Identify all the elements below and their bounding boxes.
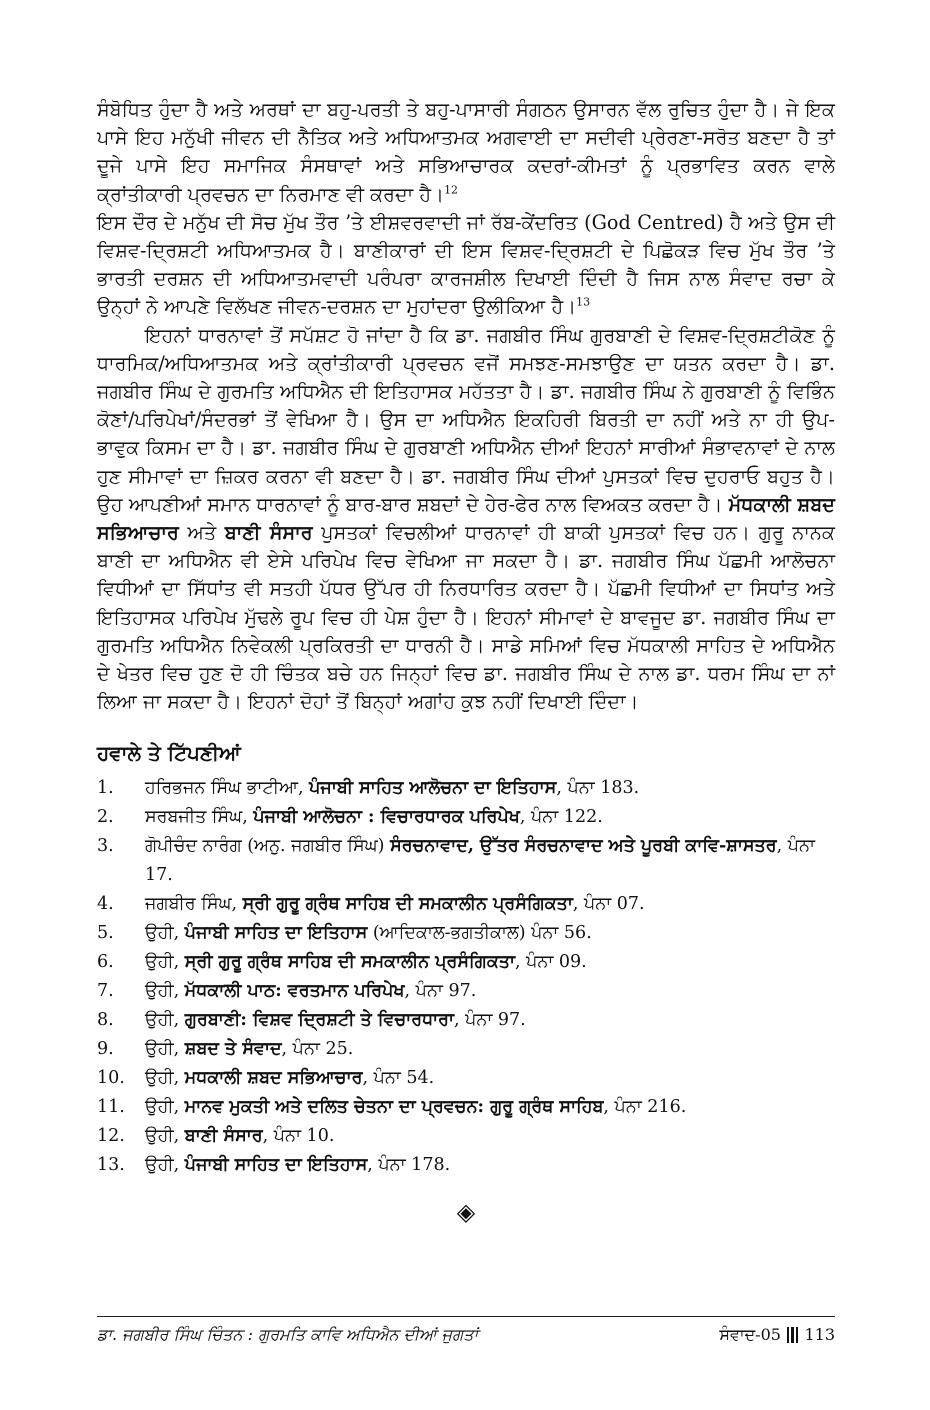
note-number: 4. xyxy=(97,894,114,915)
note-title: ਪੰਜਾਬੀ ਸਾਹਿਤ ਦਾ ਇਤਿਹਾਸ xyxy=(184,923,368,944)
note-text: ਗੋਪੀਚੰਦ ਨਾਰੰਗ (ਅਨੁ. ਜਗਬੀਰ ਸਿੰਘ) ਸੰਰਚਨਾਵਾਦ, ਉੱਤਰ ਸੰਰਚਨਾਵਾਦ ਅਤੇ ਪੂਰਬੀ ਕਾਵਿ-ਸ਼ਾਸਤਰ, ਪੰਨਾ 17. xyxy=(145,836,815,886)
notes-heading: ਹਵਾਲੇ ਤੇ ਟਿੱਪਣੀਆਂ xyxy=(97,741,241,766)
note-title: ਮਾਨਵ ਮੁਕਤੀ ਅਤੇ ਦਲਿਤ ਚੇਤਨਾ ਦਾ ਪ੍ਰਵਚਨ: ਗੁਰੂ ਗ੍ਰੰਥ ਸਾਹਿਬ xyxy=(184,1097,604,1118)
footer-right xyxy=(719,1322,835,1348)
page-number: 113 xyxy=(804,1325,835,1344)
book-title-madhkali: ਮੱਧਕਾਲੀ ਸ਼ਬਦ ਸਭਿਆਚਾਰ xyxy=(97,492,835,545)
note-title: ਸ੍ਰੀ ਗੁਰੂ ਗ੍ਰੰਥ ਸਾਹਿਬ ਦੀ ਸਮਕਾਲੀਨ ਪ੍ਰਸੰਗਿਕਤਾ xyxy=(184,952,515,973)
page-content xyxy=(97,96,835,1226)
note-item xyxy=(97,1035,835,1064)
note-title: ਮਧਕਾਲੀ ਸ਼ਬਦ ਸਭਿਆਚਾਰ xyxy=(184,1068,363,1089)
book-title-bani-sansar: ਬਾਣੀ ਸੰਸਾਰ xyxy=(224,521,313,545)
bars-icon xyxy=(787,1327,799,1343)
note-title: ਪੰਜਾਬੀ ਆਲੋਚਨਾ : ਵਿਚਾਰਧਾਰਕ ਪਰਿਪੇਖ xyxy=(253,807,520,828)
note-number: 6. xyxy=(97,952,114,973)
note-item xyxy=(97,977,835,1006)
note-item xyxy=(97,832,835,890)
issue-label: ਸੰਵਾਦ-05 xyxy=(719,1325,781,1344)
diamond-ornament-icon: ◈ xyxy=(456,1198,476,1227)
note-text: ਉਹੀ, ਬਾਣੀ ਸੰਸਾਰ, ਪੰਨਾ 10. xyxy=(145,1126,335,1147)
running-title: ਡਾ. ਜਗਬੀਰ ਸਿੰਘ ਚਿੰਤਨ : ਗੁਰਮਤਿ ਕਾਵਿ ਅਧਿਐਨ ਦੀਆਂ ਜੁਗਤਾਂ xyxy=(97,1325,478,1344)
note-text: ਉਹੀ, ਮੱਧਕਾਲੀ ਪਾਠ: ਵਰਤਮਾਨ ਪਰਿਪੇਖ, ਪੰਨਾ 97. xyxy=(145,981,477,1002)
note-text: ਉਹੀ, ਗੁਰਬਾਣੀ: ਵਿਸ਼ਵ ਦ੍ਰਿਸ਼ਟੀ ਤੇ ਵਿਚਾਰਧਾਰਾ, ਪੰਨਾ 97. xyxy=(145,1010,526,1031)
note-number: 3. xyxy=(97,836,114,857)
footer-rule xyxy=(97,1316,835,1317)
note-item xyxy=(97,1006,835,1035)
note-text: ਉਹੀ, ਪੰਜਾਬੀ ਸਾਹਿਤ ਦਾ ਇਤਿਹਾਸ (ਆਦਿਕਾਲ-ਭਗਤੀਕਾਲ) ਪੰਨਾ 56. xyxy=(145,923,592,944)
note-item xyxy=(97,948,835,977)
paragraph-1: ਸੰਬੋਧਿਤ ਹੁੰਦਾ ਹੈ ਅਤੇ ਅਰਥਾਂ ਦਾ ਬਹੁ-ਪਰਤੀ ਤੇ ਬਹੁ-ਪਾਸਾਰੀ ਸੰਗਠਨ ਉਸਾਰਨ ਵੱਲ ਰੁਚਿਤ ਹੁੰਦਾ ਹੈ। ਜੇ ਇਕ ਪਾਸੇ ਇਹ ਮਨੁੱਖੀ ਜੀਵਨ ਦੀ ਨੈਤਿਕ ਅਤੇ ਅਧਿਆਤਮਕ ਅਗਵਾਈ ਦਾ ਸਦੀਵੀ ਪ੍ਰੇਰਣਾ-ਸਰੋਤ ਬਣਦਾ ਹੈ ਤਾਂ ਦੂਜੇ ਪਾਸੇ ਇਹ ਸਮਾਜਿਕ ਸੰਸਥਾਵਾਂ ਅਤੇ ਸਭਿਆਚਾਰਕ ਕਦਰਾਂ-ਕੀਮਤਾਂ ਨੂੰ ਪ੍ਰਭਾਵਿਤ ਕਰਨ ਵਾਲੇ ਕ੍ਰਾਂਤੀਕਾਰੀ ਪ੍ਰਵਚਨ ਦਾ ਨਿਰਮਾਣ ਵੀ ਕਰਦਾ ਹੈ।$^{12}$ xyxy=(97,98,835,206)
note-title: ਸ੍ਰੀ ਗੁਰੂ ਗ੍ਰੰਥ ਸਾਹਿਬ ਦੀ ਸਮਕਾਲੀਨ ਪ੍ਰਸੰਗਿਕਤਾ xyxy=(242,894,573,915)
note-number: 9. xyxy=(97,1039,114,1060)
paragraph-2: ਇਸ ਦੌਰ ਦੇ ਮਨੁੱਖ ਦੀ ਸੋਚ ਮੁੱਖ ਤੌਰ ’ਤੇ ਈਸ਼ਵਰਵਾਦੀ ਜਾਂ ਰੱਬ-ਕੇਂਦਰਿਤ (God Centred) ਹੈ ਅਤੇ ਉਸ ਦੀ ਵਿਸ਼ਵ-ਦ੍ਰਿਸ਼ਟੀ ਅਧਿਆਤਮਕ ਹੈ। ਬਾਣੀਕਾਰਾਂ ਦੀ ਇਸ ਵਿਸ਼ਵ-ਦ੍ਰਿਸ਼ਟੀ ਦੇ ਪਿਛੋਕੜ ਵਿਚ ਮੁੱਖ ਤੌਰ ’ਤੇ ਭਾਰਤੀ ਦਰਸ਼ਨ ਦੀ ਅਧਿਆਤਮਵਾਦੀ ਪਰੰਪਰਾ ਕਾਰਜਸ਼ੀਲ ਦਿਖਾਈ ਦਿੰਦੀ ਹੈ ਜਿਸ ਨਾਲ ਸੰਵਾਦ ਰਚਾ ਕੇ ਉਨ੍ਹਾਂ ਨੇ ਆਪਣੇ ਵਿਲੱਖਣ ਜੀਵਨ-ਦਰਸ਼ਨ ਦਾ ਮੁਹਾਂਦਰਾ ਉਲੀਕਿਆ ਹੈ।$^{13}$ xyxy=(97,210,835,319)
footnote-ref-12: 12 xyxy=(444,183,459,197)
note-text: ਉਹੀ, ਮਾਨਵ ਮੁਕਤੀ ਅਤੇ ਦਲਿਤ ਚੇਤਨਾ ਦਾ ਪ੍ਰਵਚਨ: ਗੁਰੂ ਗ੍ਰੰਥ ਸਾਹਿਬ, ਪੰਨਾ 216. xyxy=(145,1097,687,1118)
note-item xyxy=(97,919,835,948)
note-number: 1. xyxy=(97,778,114,799)
note-text: ਸਰਬਜੀਤ ਸਿੰਘ, ਪੰਜਾਬੀ ਆਲੋਚਨਾ : ਵਿਚਾਰਧਾਰਕ ਪਰਿਪੇਖ, ਪੰਨਾ 122. xyxy=(145,807,603,828)
note-text: ਜਗਬੀਰ ਸਿੰਘ, ਸ੍ਰੀ ਗੁਰੂ ਗ੍ਰੰਥ ਸਾਹਿਬ ਦੀ ਸਮਕਾਲੀਨ ਪ੍ਰਸੰਗਿਕਤਾ, ਪੰਨਾ 07. xyxy=(145,894,645,915)
note-title: ਬਾਣੀ ਸੰਸਾਰ xyxy=(184,1126,263,1147)
note-title: ਮੱਧਕਾਲੀ ਪਾਠ: ਵਰਤਮਾਨ ਪਰਿਪੇਖ xyxy=(184,981,405,1002)
note-title: ਗੁਰਬਾਣੀ: ਵਿਸ਼ਵ ਦ੍ਰਿਸ਼ਟੀ ਤੇ ਵਿਚਾਰਧਾਰਾ xyxy=(184,1010,454,1031)
note-text: ਉਹੀ, ਸ਼ਬਦ ਤੇ ਸੰਵਾਦ, ਪੰਨਾ 25. xyxy=(145,1039,354,1060)
note-number: 5. xyxy=(97,923,114,944)
note-title: ਸੰਰਚਨਾਵਾਦ, ਉੱਤਰ ਸੰਰਚਨਾਵਾਦ ਅਤੇ ਪੂਰਬੀ ਕਾਵਿ-ਸ਼ਾਸਤਰ xyxy=(390,836,777,857)
note-number: 2. xyxy=(97,807,114,828)
note-item xyxy=(97,1093,835,1122)
note-number: 11. xyxy=(97,1097,125,1118)
note-title: ਸ਼ਬਦ ਤੇ ਸੰਵਾਦ xyxy=(184,1039,282,1060)
note-text: ਉਹੀ, ਮਧਕਾਲੀ ਸ਼ਬਦ ਸਭਿਆਚਾਰ, ਪੰਨਾ 54. xyxy=(145,1068,435,1089)
note-number: 7. xyxy=(97,981,114,1002)
note-item xyxy=(97,1151,835,1180)
note-title: ਪੰਜਾਬੀ ਸਾਹਿਤ ਦਾ ਇਤਿਹਾਸ xyxy=(184,1155,368,1176)
paragraph-3: ਇਹਨਾਂ ਧਾਰਨਾਵਾਂ ਤੋਂ ਸਪੱਸ਼ਟ ਹੋ ਜਾਂਦਾ ਹੈ ਕਿ ਡਾ. ਜਗਬੀਰ ਸਿੰਘ ਗੁਰਬਾਣੀ ਦੇ ਵਿਸ਼ਵ-ਦ੍ਰਿਸ਼ਟੀਕੋਣ ਨੂੰ ਧਾਰਮਿਕ/ਅਧਿਆਤਮਕ ਅਤੇ ਕ੍ਰਾਂਤੀਕਾਰੀ ਪ੍ਰਵਚਨ ਵਜੋਂ ਸਮਝਣ-ਸਮਝਾਉਣ ਦਾ ਯਤਨ ਕਰਦਾ ਹੈ। ਡਾ. ਜਗਬੀਰ ਸਿੰਘ ਦੇ ਗੁਰਮਤਿ ਅਧਿਐਨ ਦੀ ਇਤਿਹਾਸਕ ਮਹੱਤਤਾ ਹੈ। ਡਾ. ਜਗਬੀਰ ਸਿੰਘ ਨੇ ਗੁਰਬਾਣੀ ਨੂੰ ਵਿਭਿੰਨ ਕੋਣਾਂ/ਪਰਿਪੇਖਾਂ/ਸੰਦਰਭਾਂ ਤੋਂ ਵੇਖਿਆ ਹੈ। ਉਸ ਦਾ ਅਧਿਐਨ ਇਕਹਿਰੀ ਬਿਰਤੀ ਦਾ ਨਹੀਂ ਅਤੇ ਨਾ ਹੀ ਉਪ-ਭਾਵੁਕ ਕਿਸਮ ਦਾ ਹੈ। ਡਾ. ਜਗਬੀਰ ਸਿੰਘ ਦੇ ਗੁਰਬਾਣੀ ਅਧਿਐਨ ਦੀਆਂ ਇਹਨਾਂ ਸਾਰੀਆਂ ਸੰਭਾਵਨਾਵਾਂ ਦੇ ਨਾਲ ਹੁਣ ਸੀਮਾਵਾਂ ਦਾ ਜ਼ਿਕਰ ਕਰਨਾ ਵੀ ਬਣਦਾ ਹੈ। ਡਾ. ਜਗਬੀਰ ਸਿੰਘ ਦੀਆਂ ਪੁਸਤਕਾਂ ਵਿਚ ਦੁਹਰਾਓ ਬਹੁਤ ਹੈ। ਉਹ ਆਪਣੀਆਂ ਸਮਾਨ ਧਾਰਨਾਵਾਂ ਨੂੰ ਬਾਰ-ਬਾਰ ਸ਼ਬਦਾਂ ਦੇ ਹੇਰ-ਫੇਰ ਨਾਲ ਵਿਅਕਤ ਕਰਦਾ ਹੈ। ਮੱਧਕਾਲੀ ਸ਼ਬਦ ਸਭਿਆਚਾਰ ਅਤੇ ਬਾਣੀ ਸੰਸਾਰ ਪੁਸਤਕਾਂ ਵਿਚਲੀਆਂ ਧਾਰਨਾਵਾਂ ਹੀ ਬਾਕੀ ਪੁਸਤਕਾਂ ਵਿਚ ਹਨ। ਗੁਰੂ ਨਾਨਕ ਬਾਣੀ ਦਾ ਅਧਿਐਨ ਵੀ ਏਸੇ ਪਰਿਪੇਖ ਵਿਚ ਵੇਖਿਆ ਜਾ ਸਕਦਾ ਹੈ। ਡਾ. ਜਗਬੀਰ ਸਿੰਘ ਪੱਛਮੀ ਆਲੋਚਨਾ ਵਿਧੀਆਂ ਦਾ ਸਿੱਧਾਂਤ ਵੀ ਸਤਹੀ ਪੱਧਰ ਉੱਪਰ ਹੀ ਨਿਰਧਾਰਿਤ ਕਰਦਾ ਹੈ। ਪੱਛਮੀ ਵਿਧੀਆਂ ਦਾ ਸਿਧਾਂਤ ਅਤੇ ਇਤਿਹਾਸਕ ਪਰਿਪੇਖ ਮੁੱਢਲੇ ਰੂਪ ਵਿਚ ਹੀ ਪੇਸ਼ ਹੁੰਦਾ ਹੈ। ਇਹਨਾਂ ਸੀਮਾਵਾਂ ਦੇ ਬਾਵਜੂਦ ਡਾ. ਜਗਬੀਰ ਸਿੰਘ ਦਾ ਗੁਰਮਤਿ ਅਧਿਐਨ ਨਿਵੇਕਲੀ ਪ੍ਰਕਿਰਤੀ ਦਾ ਧਾਰਨੀ ਹੈ। ਸਾਡੇ ਸਮਿਆਂ ਵਿਚ ਮੱਧਕਾਲੀ ਸਾਹਿਤ ਦੇ ਅਧਿਐਨ ਦੇ ਖੇਤਰ ਵਿਚ ਹੁਣ ਦੋ ਹੀ ਚਿੰਤਕ ਬਚੇ ਹਨ ਜਿਨ੍ਹਾਂ ਵਿਚ ਡਾ. ਜਗਬੀਰ ਸਿੰਘ ਦੇ ਨਾਲ ਡਾ. ਧਰਮ ਸਿੰਘ ਦਾ ਨਾਂ ਲਿਆ ਜਾ ਸਕਦਾ ਹੈ। ਇਹਨਾਂ ਦੋਹਾਂ ਤੋਂ ਬਿਨ੍ਹਾਂ ਅਗਾਂਹ ਕੁਝ ਨਹੀਂ ਦਿਖਾਈ ਦਿੰਦਾ। xyxy=(97,323,835,714)
footnote-ref-13: 13 xyxy=(576,296,591,310)
note-text: ਉਹੀ, ਸ੍ਰੀ ਗੁਰੂ ਗ੍ਰੰਥ ਸਾਹਿਬ ਦੀ ਸਮਕਾਲੀਨ ਪ੍ਰਸੰਗਿਕਤਾ, ਪੰਨਾ 09. xyxy=(145,952,587,973)
notes-list xyxy=(97,774,835,1180)
note-item xyxy=(97,1064,835,1093)
note-text: ਹਰਿਭਜਨ ਸਿੰਘ ਭਾਟੀਆ, ਪੰਜਾਬੀ ਸਾਹਿਤ ਆਲੋਚਨਾ ਦਾ ਇਤਿਹਾਸ, ਪੰਨਾ 183. xyxy=(145,778,640,799)
note-item xyxy=(97,774,835,803)
note-item xyxy=(97,890,835,919)
note-text: ਉਹੀ, ਪੰਜਾਬੀ ਸਾਹਿਤ ਦਾ ਇਤਿਹਾਸ, ਪੰਨਾ 178. xyxy=(145,1155,451,1176)
page-footer xyxy=(97,1322,835,1348)
note-item xyxy=(97,1122,835,1151)
note-title: ਪੰਜਾਬੀ ਸਾਹਿਤ ਆਲੋਚਨਾ ਦਾ ਇਤਿਹਾਸ xyxy=(309,778,557,799)
note-number: 8. xyxy=(97,1010,114,1031)
note-number: 12. xyxy=(97,1126,125,1147)
note-number: 13. xyxy=(97,1155,125,1176)
note-item xyxy=(97,803,835,832)
note-number: 10. xyxy=(97,1068,125,1089)
